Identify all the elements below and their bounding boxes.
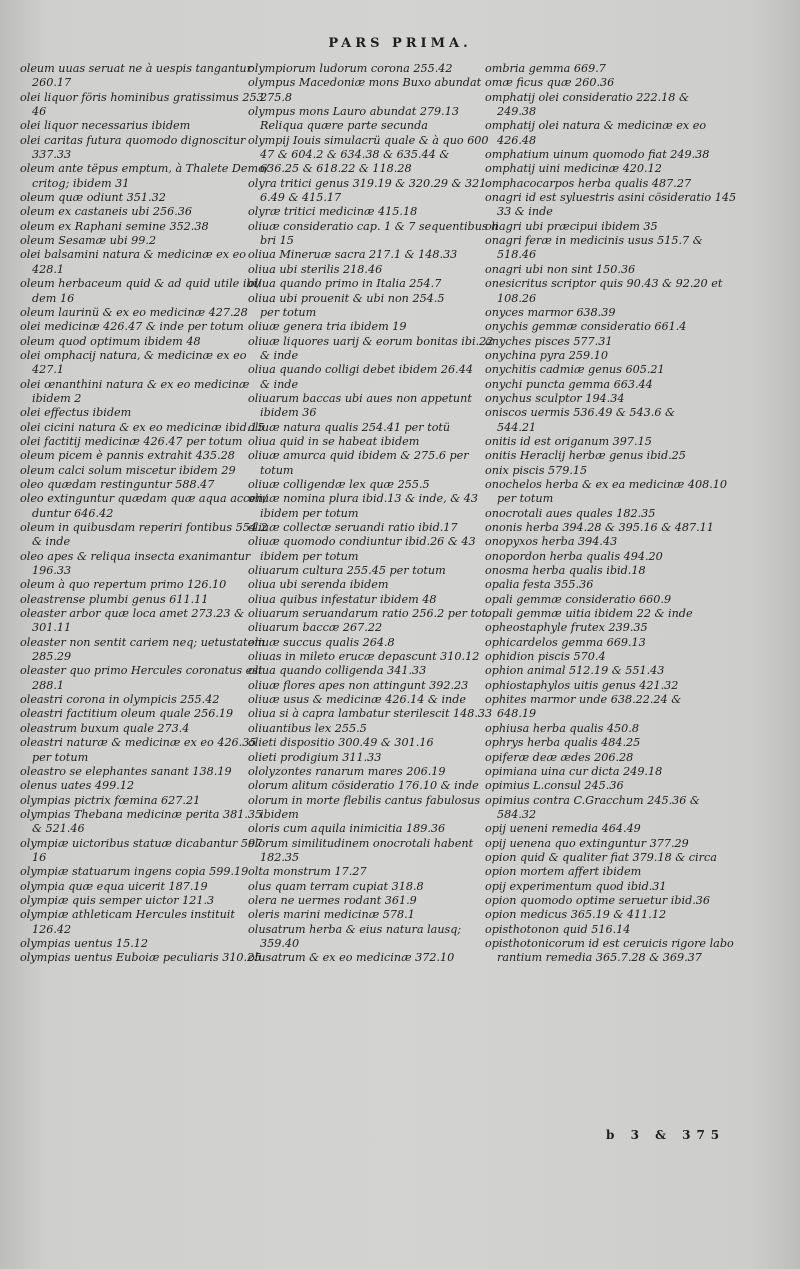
index-entry-line: oloris cum aquila inimicitia 189.36 (248, 822, 446, 836)
running-head: PARS PRIMA. (328, 36, 472, 51)
index-entry-line: oliuæ quomodo condiuntur ibid.26 & 43 (248, 535, 476, 549)
index-entry-line: 426.48 (497, 133, 537, 147)
index-entry-line: oliuæ genera tria ibidem 19 (248, 320, 407, 334)
index-entry-line: oleum in quibusdam reperiri fontibus 554.2 (20, 521, 268, 534)
index-entry-line: omphatij olei natura & medicinæ ex eo (485, 119, 707, 133)
index-entry-line: olei factitij medicinæ 426.47 per totum (20, 434, 243, 448)
index-entry-line: 196.33 (32, 564, 72, 578)
index-entry-line: 518.46 (497, 248, 537, 262)
index-entry-line: olieti dispositio 300.49 & 301.16 (248, 736, 434, 750)
index-entry-line: ibidem per totum (260, 549, 359, 563)
index-entry-line: oliuarum baccæ 267.22 (248, 621, 383, 635)
index-entry-line: olei effectus ibidem (20, 406, 132, 420)
index-entry-line: opiferæ deæ ædes 206.28 (485, 750, 634, 764)
index-entry-line: olyra tritici genus 319.19 & 320.29 & 321. (248, 176, 490, 190)
index-entry-line: oleum à quo repertum primo 126.10 (20, 578, 227, 592)
index-entry-line: oliua ubi prouenit & ubi non 254.5 (248, 291, 445, 305)
index-entry-line: omphatium uinum quomodo fiat 249.38 (485, 148, 710, 162)
index-entry-line: 275.8 (260, 90, 293, 104)
signature-catchword: b 3 & 375 (606, 1128, 726, 1142)
index-column-2 (248, 62, 499, 966)
index-entry-line: olorum alitum cösideratio 176.10 & inde (248, 779, 479, 793)
index-entry-line: onesicritus scriptor quis 90.43 & 92.20 et (485, 277, 723, 291)
index-entry-line: bri 15 (260, 234, 294, 248)
index-entry-line: opij uenena quo extinguntur 377.29 (485, 836, 689, 850)
index-entry-line: oleo apes & reliqua insecta exanimantur (20, 549, 251, 563)
index-entry-line: opalia festa 355.36 (485, 578, 594, 592)
index-entry-line: ombria gemma 669.7 (485, 62, 606, 75)
index-entry-line: oleum quod optimum ibidem 48 (20, 334, 201, 348)
index-entry-line: olei balsamini natura & medicinæ ex eo (20, 248, 247, 262)
index-entry-line: onitis id est origanum 397.15 (485, 434, 652, 448)
index-entry-line: onitis Heraclij herbæ genus ibid.25 (485, 449, 686, 463)
index-entry-line: onosma herba qualis ibid.18 (485, 564, 646, 578)
index-entry-line: olympij Iouis simulacrü quale & à quo 600 (248, 133, 489, 147)
index-entry-line: 301.11 (32, 621, 72, 635)
index-entry-line: 636.25 & 618.22 & 118.28 (260, 162, 412, 176)
index-entry-line: oliua quando colligenda 341.33 (248, 664, 427, 678)
index-entry-line: oleum herbaceum quid & ad quid utile ibi/ (20, 277, 261, 291)
index-entry-line: olei liquor föris hominibus gratissimus 253 (20, 90, 264, 104)
index-entry-line: onychi puncta gemma 663.44 (485, 377, 653, 391)
index-entry-line: 337.33 (32, 148, 72, 162)
index-entry-line: 288.1 (32, 678, 65, 692)
index-entry-line: omphatij olei consideratio 222.18 & (485, 90, 689, 104)
index-entry-line: ophites marmor unde 638.22.24 & (485, 693, 682, 707)
index-entry-line: onychus sculptor 194.34 (485, 391, 625, 405)
index-entry-line: olusatrum herba & eius natura lausq; (248, 922, 462, 936)
index-entry-line: oleris marini medicinæ 578.1 (248, 908, 415, 922)
index-entry-line: per totum (32, 750, 89, 764)
index-entry-line: oliua si à capra lambatur sterilescit 148.33 (248, 707, 493, 721)
index-entry-line: ophiostaphylos uitis genus 421.32 (485, 678, 679, 692)
index-entry-line: oleo quædam restinguntur 588.47 (20, 477, 215, 491)
index-entry-line: opion medicus 365.19 & 411.12 (485, 908, 667, 922)
index-entry-line: oliuæ flores apes non attingunt 392.23 (248, 678, 469, 692)
index-entry-line: olympiæ statuarum ingens copia 599.19 (20, 865, 249, 879)
index-entry-line: onyces marmor 638.39 (485, 305, 616, 319)
index-entry-line: 285.29 (32, 650, 72, 664)
index-entry-line: ononis herba 394.28 & 395.16 & 487.11 (485, 521, 714, 534)
index-entry-line: rantium remedia 365.7.28 & 369.37 (497, 951, 702, 965)
index-entry-line: opali gemmæ consideratio 660.9 (485, 592, 672, 606)
index-entry-line: oleum ex castaneis ubi 256.36 (20, 205, 192, 219)
index-entry-line: ophicardelos gemma 669.13 (485, 635, 646, 649)
index-entry-line: ibidem 36 (260, 406, 317, 420)
index-entry-line: ophion animal 512.19 & 551.43 (485, 664, 665, 678)
index-entry-line: oliua quibus infestatur ibidem 48 (248, 592, 437, 606)
index-entry-line: onychitis cadmiæ genus 605.21 (485, 363, 665, 377)
index-entry-line: olei medicinæ 426.47 & inde per totum (20, 320, 244, 334)
index-entry-line: olenus uates 499.12 (20, 779, 135, 793)
index-entry-line: oleum picem è pannis extrahit 435.28 (20, 449, 235, 463)
index-entry-line: oleastri factitium oleum quale 256.19 (20, 707, 234, 721)
index-entry-line: olta monstrum 17.27 (248, 865, 367, 879)
index-entry-line: oliuæ natura qualis 254.41 per totü (248, 420, 451, 434)
index-entry-line: onix piscis 579.15 (485, 463, 588, 477)
index-entry-line: olus quam terram cupiat 318.8 (248, 879, 424, 893)
index-entry-line: olyræ tritici medicinæ 415.18 (248, 205, 418, 219)
index-entry-line: oleastri naturæ & medicinæ ex eo 426.35 (20, 736, 257, 750)
index-entry-line: 182.35 (260, 850, 300, 864)
index-entry-line: 33 & inde (497, 205, 553, 219)
index-entry-line: oleaster non sentit cariem neq; uetustatem (20, 635, 265, 649)
index-entry-line: oleastro se elephantes sanant 138.19 (20, 764, 232, 778)
index-entry-line: olusatrum & ex eo medicinæ 372.10 (248, 951, 455, 965)
index-entry-line: opion quid & qualiter fiat 379.18 & circa (485, 850, 717, 864)
index-entry-line: olera ne uermes rodant 361.9 (248, 893, 417, 907)
index-entry-line: oliua ubi serenda ibidem (248, 578, 389, 592)
index-entry-line: olieti prodigium 311.33 (248, 750, 382, 764)
index-entry-line: olorum similitudinem onocrotali habent (248, 836, 474, 850)
index-entry-line: olympias Thebana medicinæ perita 381.35 (20, 807, 263, 821)
index-entry-line: 47 & 604.2 & 634.38 & 635.44 & (260, 148, 450, 162)
index-entry-line: 584.32 (497, 807, 537, 821)
index-entry-line: ibidem (260, 807, 299, 821)
index-entry-line: olympiæ quis semper uictor 121.3 (20, 893, 215, 907)
index-entry-line: oleastrum buxum quale 273.4 (20, 721, 190, 735)
index-entry-line: critog; ibidem 31 (32, 176, 130, 190)
index-entry-line: oliuæ liquores uarij & eorum bonitas ibi.22 (248, 334, 494, 348)
index-entry-line: oleum Sesamæ ubi 99.2 (20, 234, 157, 248)
index-entry-line: onopordon herba qualis 494.20 (485, 549, 663, 563)
index-column-3 (485, 62, 785, 966)
index-entry-line: oniscos uermis 536.49 & 543.6 & (485, 406, 675, 420)
index-entry-line: oleaster quo primo Hercules coronatus est (20, 664, 263, 678)
index-entry-line: oleastrense plumbi genus 611.11 (20, 592, 209, 606)
index-entry-line: oliuæ amurca quid ibidem & 275.6 per (248, 449, 469, 463)
index-entry-line: oleum calci solum miscetur ibidem 29 (20, 463, 236, 477)
index-entry-line: opisthotonicorum id est ceruicis rigore labo (485, 936, 734, 950)
index-entry-line: & 521.46 (32, 822, 85, 836)
index-column-1 (20, 62, 269, 966)
index-entry-line: olympiæ uictoribus statuæ dicabantur 597 (20, 836, 263, 850)
index-entry-line: oliua quando primo in Italia 254.7 (248, 277, 442, 291)
index-entry-line: oleum laurinü & ex eo medicinæ 427.28 (20, 305, 248, 319)
index-entry-line: olympiorum ludorum corona 255.42 (248, 62, 453, 75)
index-entry-line: ophrys herba qualis 484.25 (485, 736, 641, 750)
index-entry-line: oliua quando colligi debet ibidem 26.44 (248, 363, 473, 377)
index-entry-line: per totum (497, 492, 554, 506)
index-entry-line: onopyxos herba 394.43 (485, 535, 618, 549)
index-entry-line: 427.1 (32, 363, 65, 377)
index-entry-line: opisthotonon quid 516.14 (485, 922, 631, 936)
index-entry-line: olympias uentus Euboiæ peculiaris 310.25 (20, 951, 262, 965)
index-entry-line: oliuæ colligendæ lex quæ 255.5 (248, 477, 430, 491)
index-entry-line: 359.40 (260, 936, 300, 950)
index-entry-line: ibidem 2 (32, 391, 82, 405)
index-entry-line: omphacocarpos herba qualis 487.27 (485, 176, 692, 190)
index-entry-line: oleastri corona in olympicis 255.42 (20, 693, 220, 707)
index-entry-line: & inde (260, 377, 299, 391)
index-entry-line: oliuæ collectæ seruandi ratio ibid.17 (248, 521, 458, 534)
index-entry-line: 126.42 (32, 922, 72, 936)
index-entry-line: per totum (260, 305, 317, 319)
index-entry-line: olympus mons Lauro abundat 279.13 (248, 105, 459, 119)
index-entry-line: onyches pisces 577.31 (485, 334, 613, 348)
index-entry-line: 249.38 (497, 105, 537, 119)
index-entry-line: Reliqua quære parte secunda (260, 119, 428, 133)
index-entry-line: 46 (32, 105, 47, 119)
index-entry-line: ophidion piscis 570.4 (485, 650, 606, 664)
index-entry-line: opion quomodo optime seruetur ibid.36 (485, 893, 711, 907)
index-entry-line: oleum uuas seruat ne à uespis tangantur (20, 62, 252, 75)
index-entry-line: olei liquor necessarius ibidem (20, 119, 191, 133)
index-entry-line: duntur 646.42 (32, 506, 114, 520)
index-entry-line: oliuæ nomina plura ibid.13 & inde, & 43 (248, 492, 479, 506)
index-entry-line: omphatij uini medicinæ 420.12 (485, 162, 662, 176)
index-entry-line: 16 (32, 850, 47, 864)
index-entry-line: & inde (32, 535, 71, 549)
index-entry-line: opij ueneni remedia 464.49 (485, 822, 641, 836)
index-entry-line: opimius L.consul 245.36 (485, 779, 624, 793)
index-entry-line: 6.49 & 415.17 (260, 191, 342, 205)
index-entry-line: oliua ubi sterilis 218.46 (248, 262, 383, 276)
index-entry-line: 544.21 (497, 420, 537, 434)
index-entry-line: & inde (260, 348, 299, 362)
index-entry-line: oliua Mineruæ sacra 217.1 & 148.33 (248, 248, 458, 262)
index-entry-line: oliuarum cultura 255.45 per totum (248, 564, 446, 578)
index-entry-line: onychina pyra 259.10 (485, 348, 608, 362)
index-entry-line: oleum ex Raphani semine 352.38 (20, 219, 209, 233)
index-entry-line: olorum in morte flebilis cantus fabulosus (248, 793, 481, 807)
index-entry-line: oliuas in mileto erucæ depascunt 310.12 (248, 650, 480, 664)
index-entry-line: onagri ubi non sint 150.36 (485, 262, 636, 276)
index-entry-line: olympias uentus 15.12 (20, 936, 149, 950)
index-entry-line: olympias pictrix fœmina 627.21 (20, 793, 201, 807)
index-entry-line: onocrotali aues quales 182.35 (485, 506, 656, 520)
index-entry-line: oleo extinguntur quædam quæ aqua accen/ (20, 492, 267, 506)
index-entry-line: opali gemmæ uitia ibidem 22 & inde (485, 607, 693, 621)
index-entry-line: totum (260, 463, 294, 477)
index-entry-line: oleaster arbor quæ loca amet 273.23 & (20, 607, 245, 621)
index-entry-line: opion mortem affert ibidem (485, 865, 642, 879)
index-entry-line: oleum quæ odiunt 351.32 (20, 191, 166, 205)
index-entry-line: oleum ante tëpus emptum, à Thalete Demo/ (20, 162, 269, 176)
index-entry-line: olympia quæ equa uicerit 187.19 (20, 879, 208, 893)
index-entry-line: oliuæ usus & medicinæ 426.14 & inde (248, 693, 467, 707)
index-entry-line: olei œnanthini natura & ex eo medicinæ (20, 377, 250, 391)
index-entry-line: 648.19 (497, 707, 537, 721)
index-entry-line: opimiana uina cur dicta 249.18 (485, 764, 663, 778)
index-entry-line: oliuarum seruandarum ratio 256.2 per tot. (248, 607, 490, 621)
index-entry-line: olympus Macedoniæ mons Buxo abundat (248, 76, 482, 90)
index-entry-line: oliuantibus lex 255.5 (248, 721, 367, 735)
index-entry-line: opheostaphyle frutex 239.35 (485, 621, 648, 635)
index-entry-line: onagri id est syluestris asini cösideratio 145 (485, 191, 737, 205)
index-entry-line: 260.17 (32, 76, 72, 90)
index-entry-line: ophiusa herba qualis 450.8 (485, 721, 639, 735)
index-entry-line: olei caritas futura quomodo dignoscitur (20, 133, 246, 147)
index-entry-line: olei cicini natura & ex eo medicinæ ibid.15 (20, 420, 265, 434)
index-entry-line: opij experimentum quod ibid.31 (485, 879, 667, 893)
index-entry-line: onagri feræ in medicinis usus 515.7 & (485, 234, 703, 248)
index-entry-line: onagri ubi præcipui ibidem 35 (485, 219, 658, 233)
index-entry-line: olei omphacij natura, & medicinæ ex eo (20, 348, 247, 362)
index-entry-line: ololyzontes ranarum mares 206.19 (248, 764, 446, 778)
index-entry-line: oliuæ succus qualis 264.8 (248, 635, 395, 649)
index-entry-line: olympiæ athleticam Hercules instituit (20, 908, 235, 922)
index-entry-line: 108.26 (497, 291, 537, 305)
index-entry-line: oliuarum baccas ubi aues non appetunt (248, 391, 472, 405)
index-entry-line: oliuæ consideratio cap. 1 & 7 sequentibus li (248, 219, 499, 233)
index-entry-line: 428.1 (32, 262, 65, 276)
index-entry-line: dem 16 (32, 291, 75, 305)
index-entry-line: oliua quid in se habeat ibidem (248, 434, 420, 448)
index-entry-line: ibidem per totum (260, 506, 359, 520)
index-entry-line: opimius contra C.Gracchum 245.36 & (485, 793, 700, 807)
index-entry-line: omæ ficus quæ 260.36 (485, 76, 615, 90)
index-entry-line: onychis gemmæ consideratio 661.4 (485, 320, 687, 334)
index-entry-line: onochelos herba & ex ea medicinæ 408.10 (485, 477, 728, 491)
